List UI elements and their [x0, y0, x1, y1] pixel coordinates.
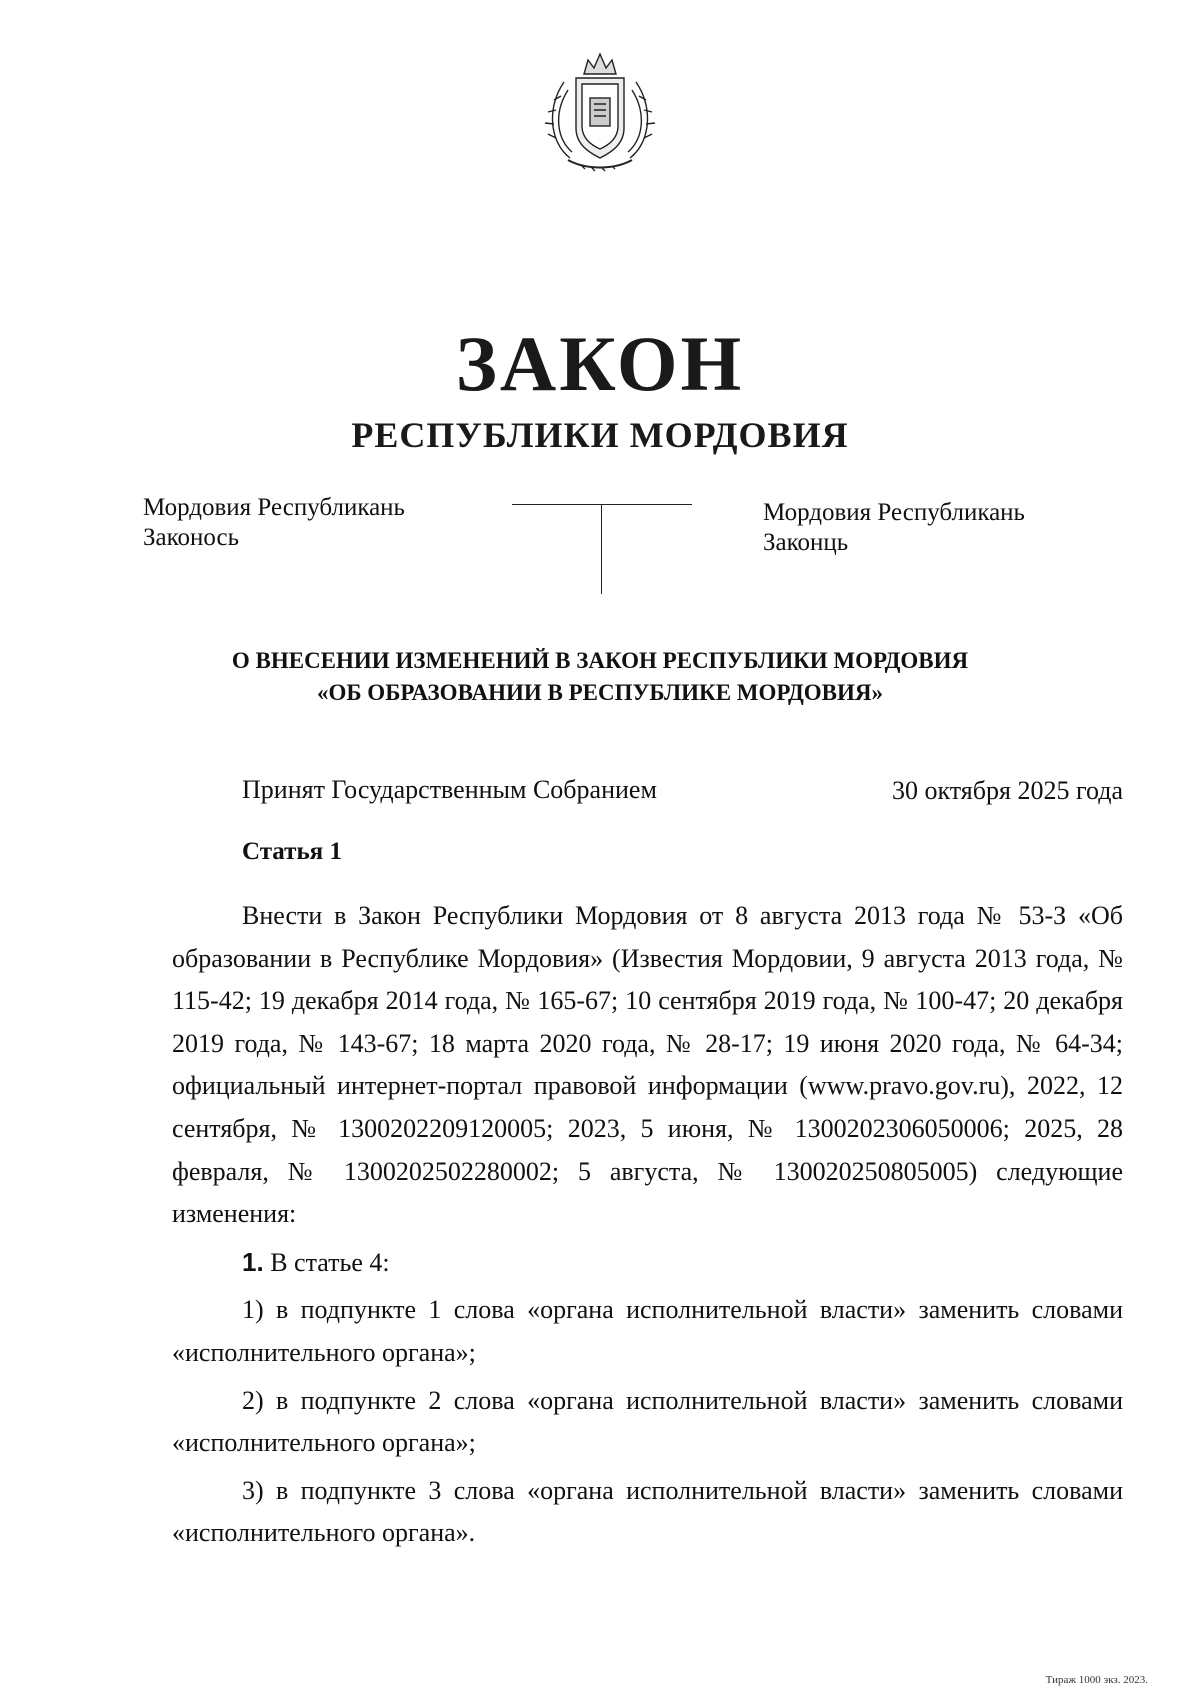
- divider-horizontal: [512, 504, 692, 505]
- coat-of-arms-icon: [542, 48, 658, 178]
- moksha-caption-line: Законось: [143, 524, 239, 551]
- subpoint: 1) в подпункте 1 слова «органа исполнительной власти» заменить словами «исполнительного органа»;: [172, 1295, 1123, 1367]
- point-text: В статье 4:: [263, 1247, 390, 1277]
- subpoint: 3) в подпункте 3 слова «органа исполнительной власти» заменить словами «исполнительного органа».: [172, 1475, 1123, 1548]
- moksha-caption-line: Мордовия Республикань: [143, 494, 405, 521]
- adopted-date: 30 октября 2025 года: [892, 776, 1123, 805]
- erzya-caption-line: Мордовия Республикань: [763, 499, 1025, 526]
- subpoint: 2) в подпункте 2 слова «органа исполнительной власти» заменить словами «исполнительного органа»;: [172, 1385, 1123, 1458]
- point-number: 1.: [242, 1246, 264, 1277]
- erzya-caption-line: Законць: [763, 529, 849, 556]
- divider-vertical: [601, 504, 602, 594]
- document-heading: [0, 645, 1200, 709]
- law-title: ЗАКОН: [455, 320, 745, 407]
- intro-paragraph: Внести в Закон Республики Мордовия от 8 августа 2013 года № 53-З «Об образовании в Республике Мордовия» (Известия Мордовии, 9 августа 2013 года, № 115-42; 19 декабря 2014 года, № 165-67; 10 сентября 2019 года, № 100-47; 20 декабря 2019 года, № 143-67; 18 марта 2020 года, № 28-17; 19 июня 2020 года, № 64-34; официальный интернет-портал правовой информации (www.pravo.gov.ru), 2022, 12 сентября, № 1300202209120005; 2023, 5 июня, № 1300202306050006; 2025, 28 февраля, № 1300202502280002; 5 августа, № 130020250805005) следующие изменения:: [172, 901, 1123, 1229]
- document-heading-line: О ВНЕСЕНИИ ИЗМЕНЕНИЙ В ЗАКОН РЕСПУБЛИКИ МОРДОВИЯ: [231, 648, 969, 673]
- document-heading-line: «ОБ ОБРАЗОВАНИИ В РЕСПУБЛИКЕ МОРДОВИЯ»: [316, 680, 884, 705]
- article-title: Статья 1: [242, 838, 342, 865]
- article-body: [172, 895, 1123, 1555]
- point-1: [172, 1241, 1123, 1285]
- law-subtitle: РЕСПУБЛИКИ МОРДОВИЯ: [351, 415, 849, 455]
- adopted-by: Принят Государственным Собранием: [242, 775, 657, 804]
- print-run-note: Тираж 1000 экз. 2023.: [1045, 1674, 1148, 1686]
- erzya-caption: [763, 498, 1025, 558]
- moksha-caption: [143, 493, 405, 553]
